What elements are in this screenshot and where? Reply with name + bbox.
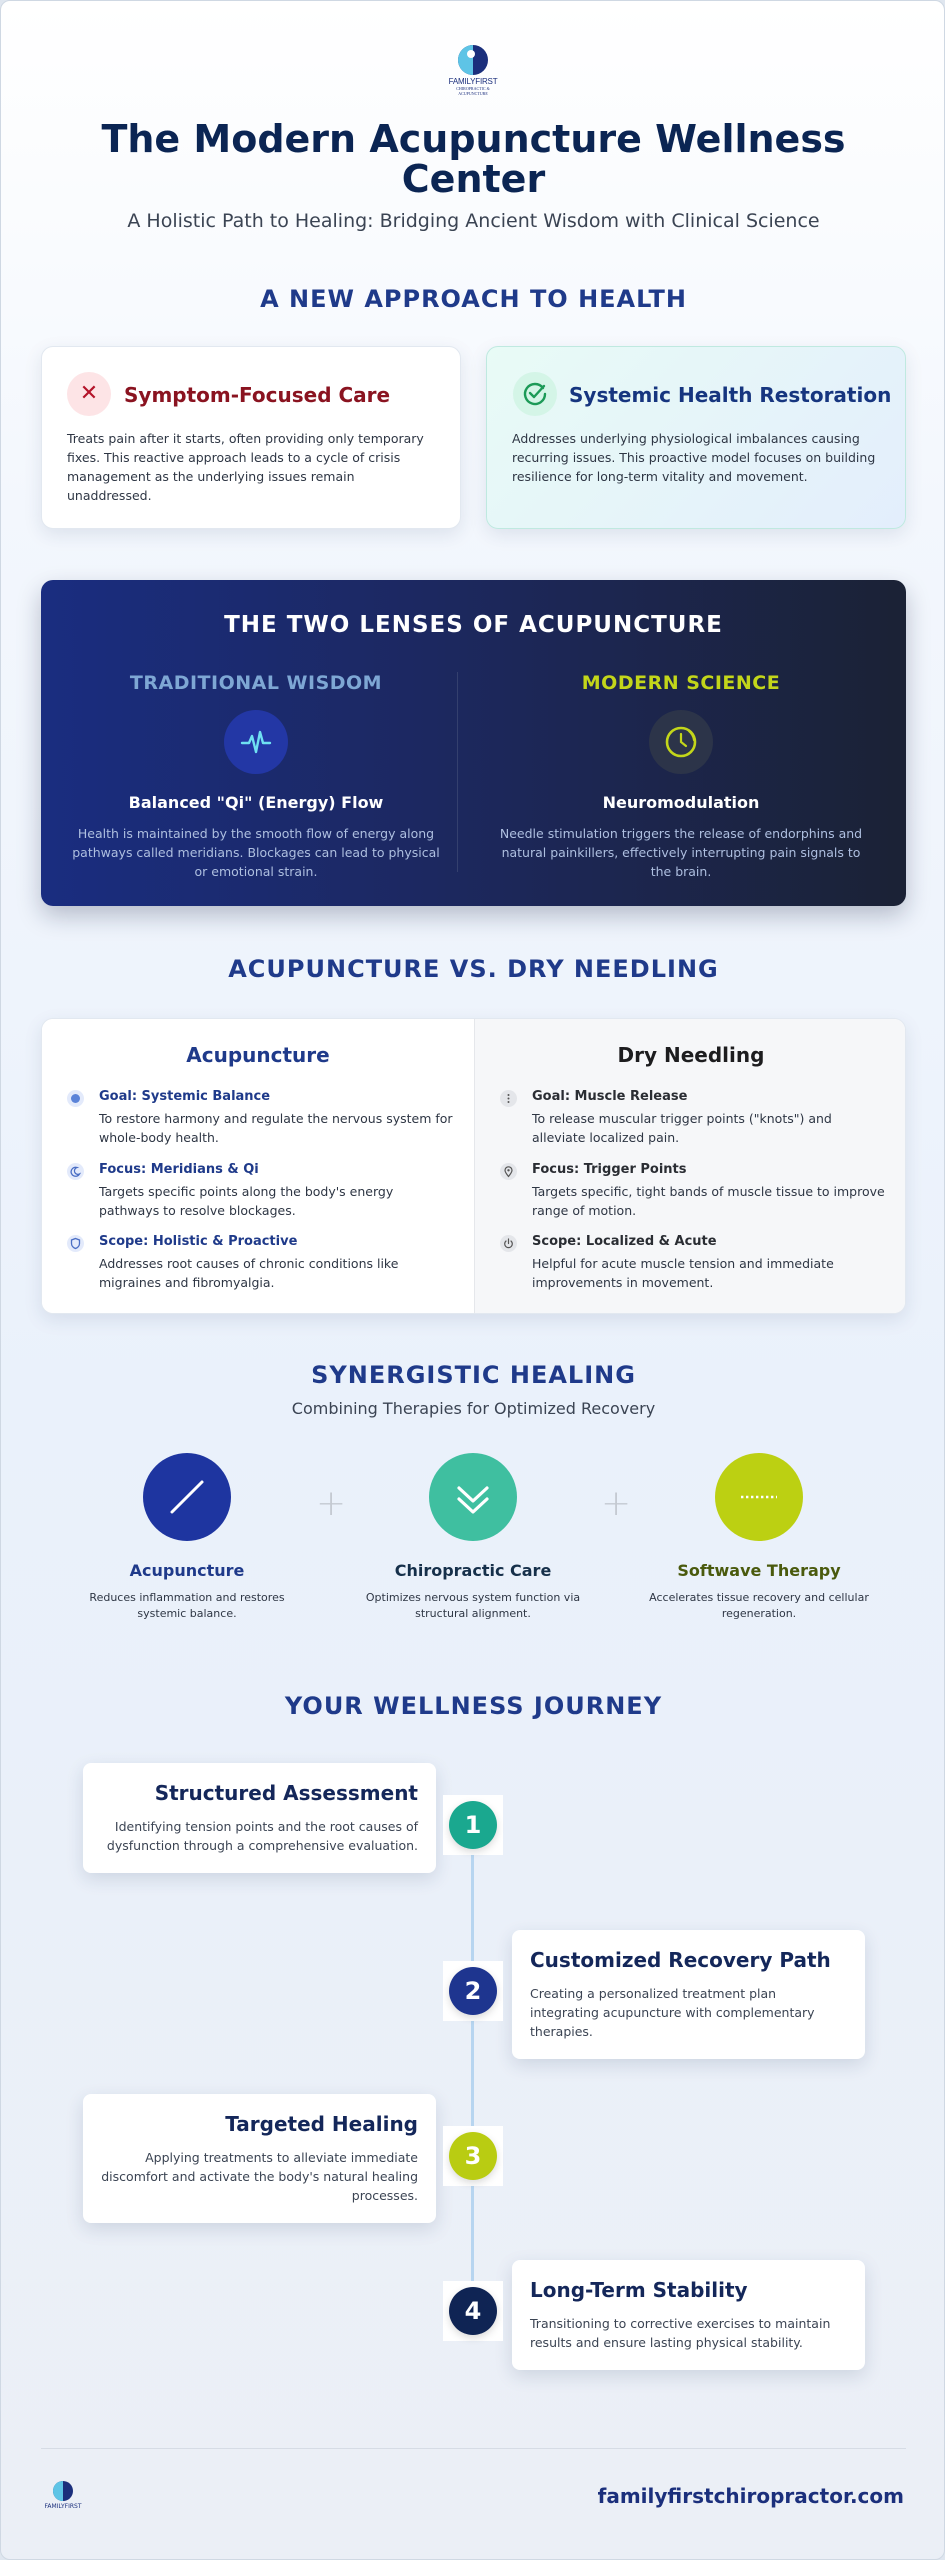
acupuncture-column — [42, 1019, 474, 1314]
plus-icon: + — [316, 1483, 347, 1524]
item-text: Targets specific, tight bands of muscle tissue to improve range of motion. — [532, 1184, 885, 1218]
item-title: Goal: Muscle Release — [532, 1089, 688, 1104]
step-title: Customized Recovery Path — [530, 1948, 831, 1972]
therapy-text: Optimizes nervous system function via structural alignment. — [365, 1591, 581, 1620]
lens-title: Neuromodulation — [602, 793, 760, 812]
dots-icon — [500, 1090, 517, 1107]
lens-kicker: TRADITIONAL WISDOM — [129, 672, 383, 694]
location-pin-icon — [500, 1163, 517, 1180]
step-text: Identifying tension points and the root causes of dysfunction through a comprehensive evaluation. — [106, 1819, 418, 1853]
logo-text: FAMILYFIRST — [448, 77, 498, 86]
item-title: Scope: Localized & Acute — [532, 1234, 717, 1249]
therapy-title: Softwave Therapy — [677, 1561, 841, 1580]
double-chevron-down-icon — [429, 1453, 517, 1541]
step-title: Targeted Healing — [225, 2112, 418, 2136]
logo-mark-icon — [53, 2481, 73, 2501]
journey-heading: YOUR WELLNESS JOURNEY — [284, 1692, 663, 1720]
check-circle-icon — [513, 372, 557, 416]
footer-logo-text: FAMILYFIRST — [44, 2503, 82, 2510]
synergy-heading: SYNERGISTIC HEALING — [311, 1361, 636, 1389]
card-text: Addresses underlying physiological imbalances causing recurring issues. This proactive model focuses on building resilience for long-term vitality and movement. — [512, 431, 876, 484]
therapy-title: Chiropractic Care — [394, 1561, 552, 1580]
brand-logo[interactable] — [443, 45, 503, 96]
globe-icon — [67, 1090, 84, 1107]
logo-subtext: CHIROPRACTIC & ACUPUNCTURE — [456, 86, 490, 96]
timeline-line — [471, 1821, 474, 2311]
step-text: Applying treatments to alleviate immediate discomfort and activate the body's natural healing processes. — [101, 2150, 418, 2203]
item-text: To restore harmony and regulate the nervous system for whole-body health. — [99, 1111, 453, 1145]
power-icon — [500, 1235, 517, 1252]
step-title: Long-Term Stability — [530, 2278, 748, 2302]
close-icon: ✕ — [67, 372, 111, 416]
shield-icon — [67, 1235, 84, 1252]
therapy-chiropractic — [343, 1453, 603, 1622]
needle-icon — [143, 1453, 231, 1541]
item-text: Addresses root causes of chronic conditions like migraines and fibromyalgia. — [99, 1256, 399, 1290]
therapy-text: Accelerates tissue recovery and cellular regeneration. — [649, 1591, 869, 1620]
therapy-title: Acupuncture — [129, 1561, 245, 1580]
column-title: Acupuncture — [186, 1043, 330, 1067]
page-subtitle: A Holistic Path to Healing: Bridging Ancient Wisdom with Clinical Science — [127, 210, 820, 232]
step-number-4: 4 — [443, 2281, 503, 2341]
journey-step-2 — [512, 1930, 865, 2059]
lens-kicker: MODERN SCIENCE — [581, 672, 781, 694]
comparison-heading: ACUPUNCTURE VS. DRY NEEDLING — [228, 955, 719, 983]
footer-divider — [41, 2448, 906, 2449]
lens-text: Health is maintained by the smooth flow of energy along pathways called meridians. Blockages can lead to physical or emotional strain. — [72, 826, 440, 879]
website-link[interactable]: familyfirstchiropractor.com — [597, 2484, 904, 2508]
therapy-acupuncture — [57, 1453, 317, 1622]
card-title: Systemic Health Restoration — [569, 383, 892, 407]
step-number-2: 2 — [443, 1961, 503, 2021]
card-text: Treats pain after it starts, often providing only temporary fixes. This reactive approach leads to a cycle of crisis management as the underlying issues remain unaddressed. — [67, 431, 424, 503]
dry-needling-column — [474, 1019, 906, 1314]
lens-divider — [457, 672, 458, 872]
step-number-1: 1 — [443, 1795, 503, 1855]
item-title: Focus: Trigger Points — [532, 1162, 687, 1177]
pulse-icon — [224, 710, 288, 774]
page-title: The Modern Acupuncture Wellness Center — [101, 117, 846, 201]
two-lenses-panel — [41, 580, 906, 906]
step-title: Structured Assessment — [154, 1781, 418, 1805]
column-title: Dry Needling — [617, 1043, 765, 1067]
modern-science-column — [491, 672, 871, 881]
moon-icon — [67, 1163, 84, 1180]
item-text: Targets specific points along the body's energy pathways to resolve blockages. — [99, 1184, 394, 1218]
item-text: To release muscular trigger points ("knots") and alleviate localized pain. — [532, 1111, 832, 1145]
footer-logo[interactable] — [43, 2481, 83, 2510]
journey-step-3 — [83, 2094, 436, 2223]
step-text: Creating a personalized treatment plan integrating acupuncture with complementary therapies. — [530, 1986, 815, 2039]
plus-icon: + — [601, 1483, 632, 1524]
approach-heading: A NEW APPROACH TO HEALTH — [260, 285, 687, 313]
symptom-focused-card — [41, 346, 461, 529]
wave-dots-icon — [715, 1453, 803, 1541]
synergy-subtitle: Combining Therapies for Optimized Recovery — [291, 1399, 656, 1418]
journey-step-4 — [512, 2260, 865, 2370]
lens-title: Balanced "Qi" (Energy) Flow — [128, 793, 384, 812]
systemic-restoration-card — [486, 346, 906, 529]
step-text: Transitioning to corrective exercises to maintain results and ensure lasting physical stability. — [530, 2316, 831, 2350]
step-number-3: 3 — [443, 2126, 503, 2186]
item-title: Scope: Holistic & Proactive — [99, 1234, 298, 1249]
comparison-table — [41, 1018, 906, 1314]
logo-mark-icon — [458, 45, 488, 75]
traditional-wisdom-column — [66, 672, 446, 881]
item-text: Helpful for acute muscle tension and immediate improvements in movement. — [532, 1256, 834, 1290]
therapy-softwave — [629, 1453, 889, 1622]
lens-text: Needle stimulation triggers the release of endorphins and natural painkillers, effectively interrupting pain signals to the brain. — [499, 826, 863, 879]
therapy-text: Reduces inflammation and restores systemic balance. — [89, 1591, 285, 1620]
card-title: Symptom-Focused Care — [124, 383, 391, 407]
lenses-heading: THE TWO LENSES OF ACUPUNCTURE — [224, 612, 723, 638]
item-title: Goal: Systemic Balance — [99, 1089, 271, 1104]
item-title: Focus: Meridians & Qi — [99, 1162, 259, 1177]
journey-step-1 — [83, 1763, 436, 1873]
brain-icon — [649, 710, 713, 774]
